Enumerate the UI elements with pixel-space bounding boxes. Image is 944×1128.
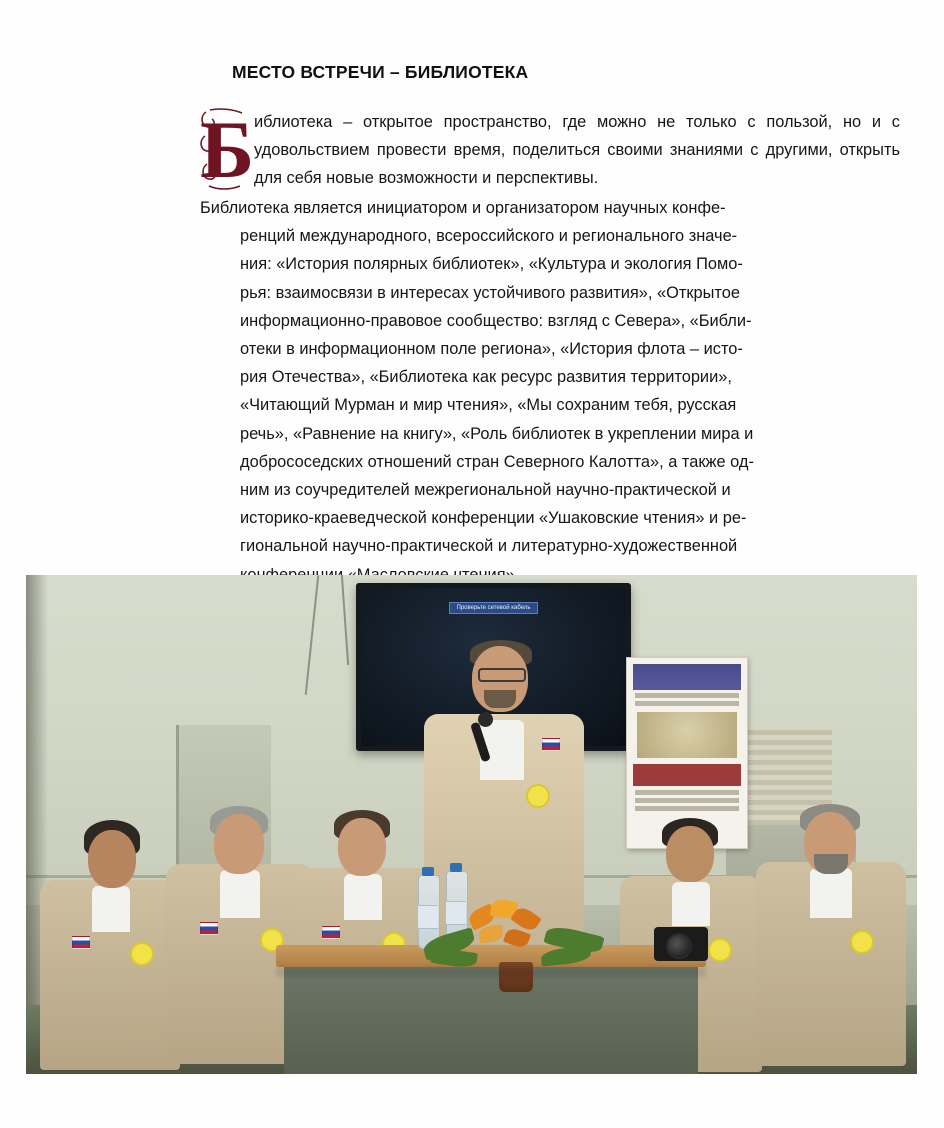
poster-text-line xyxy=(635,790,739,795)
tv-message: Проверьте сетевой кабель xyxy=(449,602,539,614)
emblem-badge xyxy=(850,930,874,954)
head xyxy=(214,814,264,874)
tshirt xyxy=(92,886,130,932)
tshirt xyxy=(344,874,382,920)
flag-patch xyxy=(542,738,560,751)
page-title: МЕСТО ВСТРЕЧИ – БИБЛИОТЕКА xyxy=(232,62,529,82)
poster-text-line xyxy=(635,806,739,811)
paragraph-line: «Читающий Мурман и мир чтения», «Мы сохраним тебя, русская xyxy=(240,396,737,415)
emblem-badge xyxy=(130,942,154,966)
tshirt xyxy=(810,868,852,918)
flower-arrangement xyxy=(421,900,611,995)
paragraph-line: речь», «Равнение на книгу», «Роль библиотек в укреплении мира и xyxy=(240,424,754,443)
bottle-cap xyxy=(450,863,462,872)
poster-title-band xyxy=(633,764,741,786)
paragraph-line: рия Отечества», «Библиотека как ресурс развития территории», xyxy=(240,368,732,387)
paragraph-first-text: иблиотека – открытое пространство, где можно не только с пользой, но и с удовольствием провести время, поделиться своими знаниями с другими, открыть для себя новые возможности и перспективы. xyxy=(254,113,900,188)
photo-scene xyxy=(26,575,917,1074)
flower-petal xyxy=(478,924,504,943)
paragraph-line: историко-краеведческой конференции «Ушаковские чтения» и ре- xyxy=(240,509,747,528)
tshirt xyxy=(672,882,710,926)
paragraph-second xyxy=(200,194,900,589)
paragraph-line: рья: взаимосвязи в интересах устойчивого развития», «Открытое xyxy=(240,283,740,302)
head xyxy=(338,818,386,876)
leaf xyxy=(430,947,478,969)
emblem-badge xyxy=(708,938,732,962)
camera-lens xyxy=(666,933,692,959)
leaf xyxy=(540,945,591,966)
body-text xyxy=(200,104,900,589)
paragraph-line: ним из соучредителей межрегиональной научно-практической и xyxy=(240,481,731,500)
tshirt xyxy=(220,870,260,918)
paragraph-line: добрососедских отношений стран Северного Калотта», а также од- xyxy=(240,452,754,471)
photograph xyxy=(26,575,917,1074)
poster-text-line xyxy=(635,693,739,698)
flag-patch xyxy=(322,926,340,939)
bottle-cap xyxy=(422,867,434,876)
poster-text-line xyxy=(635,701,739,706)
flower-petal xyxy=(503,926,531,949)
eyeglasses xyxy=(478,668,526,682)
table-shadow xyxy=(276,967,706,977)
seated-person xyxy=(752,802,910,1074)
beard xyxy=(814,854,848,874)
microphone-head xyxy=(478,712,493,727)
emblem-badge xyxy=(526,784,550,808)
paragraph-line: гиональной научно-практической и литературно-художественной xyxy=(240,537,738,556)
beard xyxy=(484,690,516,708)
poster-header-band xyxy=(633,664,741,690)
paragraph-line: отеки в информационном поле региона», «История флота – исто- xyxy=(240,340,743,359)
head xyxy=(88,830,136,888)
drop-cap: Б xyxy=(200,104,255,195)
paragraph-line: информационно-правовое сообщество: взгляд с Севера», «Библи- xyxy=(240,311,752,330)
head xyxy=(666,826,714,882)
poster-text-line xyxy=(635,798,739,803)
poster-image xyxy=(637,712,737,758)
paragraph-line: ренций международного, всероссийского и регионального значе- xyxy=(240,227,738,246)
flag-patch xyxy=(200,922,218,935)
paragraph-line: Библиотека является инициатором и организатором научных конфе- xyxy=(200,199,726,217)
camera xyxy=(654,927,708,961)
paragraph-line: ния: «История полярных библиотек», «Культура и экология Помо- xyxy=(240,255,743,274)
flag-patch xyxy=(72,936,90,949)
paragraph-first xyxy=(200,104,900,195)
